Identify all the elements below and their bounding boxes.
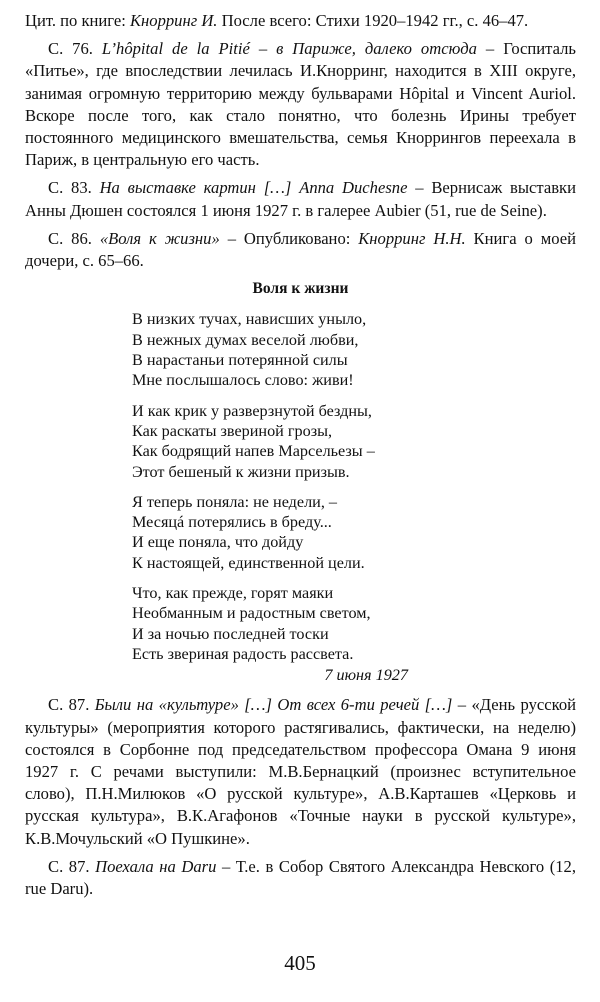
note-title: На выставке картин […] Anna Duchesne: [99, 178, 408, 198]
note-text: – Госпиталь «Питье», где впоследствии лечилась И.Кнорринг, находится в XIII округе, занимая огромную территорию между бульварами Hôpital и Vincent Auriol. Вскоре после того, как стало понятно, что болезнь Ирины требует постоянного медицинского вмешательства, семья Кноррингов переехала в Париж, в центральную его часть.: [25, 39, 576, 170]
poem-stanza-4: [132, 583, 576, 664]
note-title: «Воля к жизни»: [99, 228, 220, 248]
note-p87-daru: [25, 856, 576, 900]
poem-stanza-3: [132, 492, 576, 573]
poem-line: Как раскаты звериной грозы,: [132, 421, 333, 440]
note-ref: С. 87.: [48, 856, 96, 876]
poem-line: И еще поняла, что дойду: [132, 533, 304, 552]
poem-line: К настоящей, единственной цели.: [132, 553, 365, 572]
poem-title: Воля к жизни: [252, 280, 349, 298]
note-text: – Т.е. в Собор Святого Александра Невского (12, rue Daru).: [25, 856, 576, 899]
note-author: Кнорринг Н.Н.: [358, 228, 466, 248]
poem-line: В нарастаньи потерянной силы: [132, 351, 348, 370]
note-text: – Опубликовано:: [219, 228, 359, 248]
citation-source: После всего: Стихи 1920–1942 гг., с. 46–47.: [217, 11, 529, 30]
poem-line: И как крик у разверзнутой бездны,: [132, 401, 372, 420]
note-title: Были на «культуре» […] От всех 6-ти речей […]: [94, 695, 453, 715]
note-ref: С. 86.: [48, 228, 100, 248]
page-number: 405: [284, 951, 316, 975]
note-p86: [25, 228, 576, 272]
poem-line: И за ночью последней тоски: [132, 624, 329, 643]
note-text: – «День русской культуры» (мероприятия которого растягивались, фактически, на неделю) состоялся в Сорбонне под председательством профессора Омана 9 июня 1927 г. С речами выступили: М.В.Бернацкий (произнес вступительное слово), П.Н.Милюков «О русской культуре», А.В.Карташев «Церковь и русская культура», В.К.Агафонов «Точные науки в русской культуре», К.В.Мочульский «О Пушкине».: [25, 695, 576, 848]
note-ref: С. 76.: [48, 39, 102, 59]
poem-line: В нежных думах веселой любви,: [132, 330, 359, 349]
citation-author: Кнорринг И.: [130, 11, 218, 30]
poem-line: Как бодрящий напев Марсельезы –: [132, 442, 375, 461]
poem-date: 7 июня 1927: [324, 666, 408, 685]
poem-line: Мне послышалось слово: живи!: [132, 371, 354, 390]
poem-line: Что, как прежде, горят маяки: [132, 584, 334, 602]
citation-note: [25, 10, 576, 32]
poem: [132, 309, 576, 664]
note-p87-culture: [25, 694, 576, 849]
note-p76: [25, 38, 576, 171]
note-text: – Вернисаж выставки Анны Дюшен состоялся 1 июня 1927 г. в галерее Aubier (51, rue de Seine).: [25, 178, 576, 220]
poem-line: Этот бешеный к жизни призыв.: [132, 462, 350, 481]
note-title: L’hôpital de la Pitié – в Париже, далеко отсюда: [101, 39, 477, 59]
citation-prefix: Цит. по книге:: [25, 11, 131, 30]
note-title: Поехала на Daru: [95, 856, 217, 876]
poem-line: В низких тучах, нависших уныло,: [132, 310, 367, 329]
note-p83: [25, 177, 576, 221]
poem-line: Я теперь поняла: не недели, –: [132, 492, 338, 511]
note-ref: С. 87.: [48, 695, 95, 715]
poem-line: Месяцá потерялись в бреду...: [132, 513, 332, 532]
note-ref: С. 83.: [48, 178, 100, 198]
poem-stanza-1: [132, 309, 576, 390]
note-text-2: Книга о моей дочери, с. 65–66.: [25, 228, 576, 271]
poem-stanza-2: [132, 401, 576, 482]
poem-line: Есть звериная радость рассвета.: [132, 644, 354, 663]
poem-line: Необманным и радостным светом,: [132, 604, 371, 623]
